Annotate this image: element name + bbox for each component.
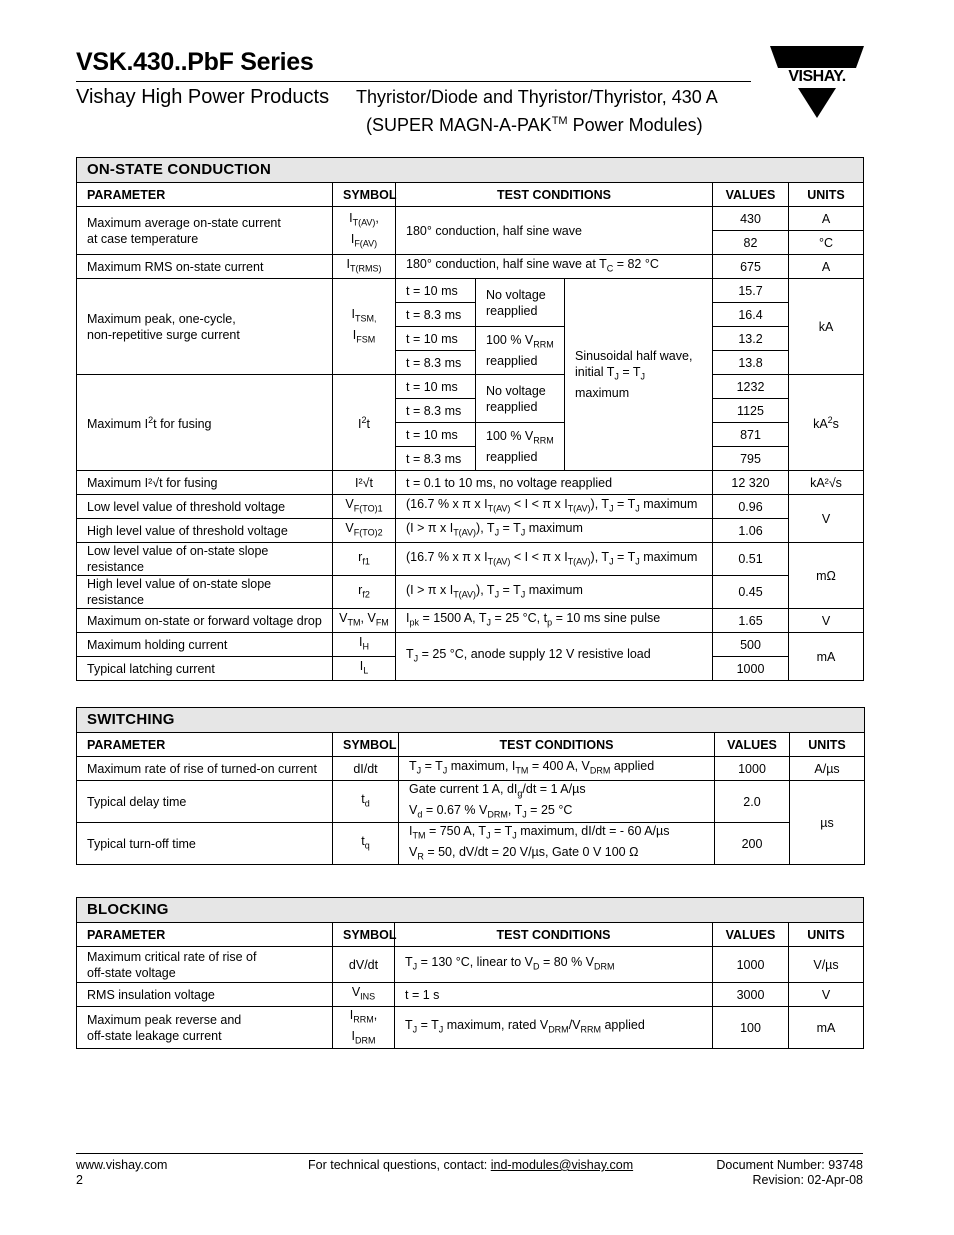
- unit-cell: V: [789, 609, 864, 633]
- unit-cell: mA: [789, 633, 864, 681]
- header-rule: [76, 81, 751, 82]
- unit-cell: µs: [790, 781, 865, 865]
- condition-cell: t = 1 s: [395, 983, 713, 1007]
- symbol-cell: $I_{TSM,}$ $I_{FSM}$: [333, 279, 396, 375]
- value-cell: 200: [715, 823, 790, 865]
- value-cell: 82: [713, 231, 789, 255]
- symbol-cell: $I_H$: [333, 633, 396, 657]
- param-cell: Low level value of on-state slope resistance: [77, 543, 333, 576]
- param-cell: Maximum critical rate of rise of off-state voltage: [77, 947, 333, 983]
- time-cell: t = 8.3 ms: [396, 303, 476, 327]
- value-cell: 1.65: [713, 609, 789, 633]
- value-cell: 12 320: [713, 471, 789, 495]
- param-cell: Typical latching current: [77, 657, 333, 681]
- condition-cell: $I_{pk} = 1500$ A, $T_J = 25$ °C, $t_p = 10$ ms sine pulse: [396, 609, 713, 633]
- value-cell: 675: [713, 255, 789, 279]
- symbol-cell: $V_{F(TO)1}$: [333, 495, 396, 519]
- param-cell: High level value of on-state slope resistance: [77, 576, 333, 609]
- document-number: Document Number: 93748: [716, 1158, 863, 1172]
- blocking-table: [76, 897, 864, 1049]
- condition-cell: No voltage reapplied: [476, 375, 565, 423]
- product-description: [356, 85, 718, 137]
- param-cell: Low level value of threshold voltage: [77, 495, 333, 519]
- page-number: 2: [76, 1173, 83, 1187]
- col-parameter: PARAMETER: [77, 183, 333, 207]
- time-cell: t = 10 ms: [396, 375, 476, 399]
- value-cell: 1000: [715, 757, 790, 781]
- time-cell: t = 8.3 ms: [396, 447, 476, 471]
- revision: Revision: 02-Apr-08: [752, 1173, 863, 1187]
- param-cell: Maximum peak, one-cycle, non-repetitive surge current: [77, 279, 333, 375]
- unit-cell: °C: [789, 231, 864, 255]
- value-cell: 0.45: [713, 576, 789, 609]
- value-cell: 13.8: [713, 351, 789, 375]
- param-cell: Maximum on-state or forward voltage drop: [77, 609, 333, 633]
- param-cell: Maximum peak reverse and off-state leakage current: [77, 1007, 333, 1049]
- value-cell: 871: [713, 423, 789, 447]
- footer-left: [76, 1158, 167, 1188]
- email-link[interactable]: ind-modules@vishay.com: [490, 1158, 634, 1172]
- website-link[interactable]: www.vishay.com: [76, 1158, 168, 1172]
- value-cell: 1232: [713, 375, 789, 399]
- col-values: VALUES: [713, 183, 789, 207]
- footer-contact: For technical questions, contact: ind-modules@vishay.com: [308, 1158, 634, 1172]
- condition-cell: $T_J = T_J$ maximum, $I_{TM} = 400$ A, $V_{DRM}$ applied: [399, 757, 715, 781]
- param-cell: Maximum holding current: [77, 633, 333, 657]
- value-cell: 430: [713, 207, 789, 231]
- param-cell: Maximum RMS on-state current: [77, 255, 333, 279]
- value-cell: 1.06: [713, 519, 789, 543]
- col-test-conditions: TEST CONDITIONS: [396, 183, 713, 207]
- param-cell: High level value of threshold voltage: [77, 519, 333, 543]
- product-line-1: Thyristor/Diode and Thyristor/Thyristor, 430 A: [356, 87, 718, 107]
- unit-cell: kA²√s: [789, 471, 864, 495]
- condition-cell: $T_J = 25$ °C, anode supply 12 V resistive load: [396, 633, 713, 681]
- symbol-cell: $r_{f1}$: [333, 543, 396, 576]
- symbol-cell: $I_L$: [333, 657, 396, 681]
- condition-cell: (I > π x $I_{T(AV)}$), $T_J = T_J$ maximum: [396, 576, 713, 609]
- value-cell: 100: [713, 1007, 789, 1049]
- condition-cell: (16.7 % x π x $I_{T(AV)} < I < \pi$ x $I_{T(AV)}$), $T_J = T_J$ maximum: [396, 495, 713, 519]
- col-units: UNITS: [789, 183, 864, 207]
- value-cell: 15.7: [713, 279, 789, 303]
- time-cell: t = 8.3 ms: [396, 351, 476, 375]
- param-cell: Typical delay time: [77, 781, 333, 823]
- footer-right: [716, 1158, 863, 1188]
- col-values: VALUES: [713, 923, 789, 947]
- symbol-cell: $V_{INS}$: [333, 983, 395, 1007]
- condition-cell: No voltage reapplied: [476, 279, 565, 327]
- col-symbol: SYMBOL: [333, 923, 395, 947]
- condition-cell: (I > π x $I_{T(AV)}$), $T_J = T_J$ maximum: [396, 519, 713, 543]
- col-parameter: PARAMETER: [77, 923, 333, 947]
- condition-cell: $I_{TM} = 750$ A, $T_J = T_J$ maximum, dI/dt = - 60 A/µs $V_R = 50$, dV/dt = 20 V/µs, Gate 0 V 100 Ω: [399, 823, 715, 865]
- col-values: VALUES: [715, 733, 790, 757]
- value-cell: 13.2: [713, 327, 789, 351]
- unit-cell: V: [789, 983, 864, 1007]
- symbol-cell: $r_{f2}$: [333, 576, 396, 609]
- unit-cell: kA: [789, 279, 864, 375]
- col-test-conditions: TEST CONDITIONS: [399, 733, 715, 757]
- col-test-conditions: TEST CONDITIONS: [395, 923, 713, 947]
- unit-cell: mΩ: [789, 543, 864, 609]
- symbol-cell: $V_{TM}$, $V_{FM}$: [333, 609, 396, 633]
- symbol-cell: $V_{F(TO)2}$: [333, 519, 396, 543]
- value-cell: 1000: [713, 657, 789, 681]
- unit-cell: A: [789, 207, 864, 231]
- col-units: UNITS: [789, 923, 864, 947]
- time-cell: t = 10 ms: [396, 279, 476, 303]
- param-cell: Maximum I²√t for fusing: [77, 471, 333, 495]
- symbol-cell: $I^2t$: [333, 375, 396, 471]
- condition-cell: t = 0.1 to 10 ms, no voltage reapplied: [396, 471, 713, 495]
- value-cell: 795: [713, 447, 789, 471]
- value-cell: 0.51: [713, 543, 789, 576]
- value-cell: 1125: [713, 399, 789, 423]
- value-cell: 1000: [713, 947, 789, 983]
- value-cell: 0.96: [713, 495, 789, 519]
- col-symbol: SYMBOL: [333, 733, 399, 757]
- condition-cell: $T_J = T_J$ maximum, rated $V_{DRM}/V_{RRM}$ applied: [395, 1007, 713, 1049]
- time-cell: t = 8.3 ms: [396, 399, 476, 423]
- unit-cell: V/µs: [789, 947, 864, 983]
- condition-cell: 180° conduction, half sine wave: [396, 207, 713, 255]
- symbol-cell: $I_{T(AV)}$, $I_{F(AV)}$: [333, 207, 396, 255]
- param-cell: Typical turn-off time: [77, 823, 333, 865]
- condition-cell: Gate current 1 A, $dI_g/dt = 1$ A/µs $V_d = 0.67$ % $V_{DRM}$, $T_J = 25$ °C: [399, 781, 715, 823]
- section-title: BLOCKING: [77, 898, 864, 923]
- unit-cell: A/µs: [790, 757, 865, 781]
- switching-table: [76, 707, 865, 865]
- unit-cell: $kA^2s$: [789, 375, 864, 471]
- value-cell: 3000: [713, 983, 789, 1007]
- time-cell: t = 10 ms: [396, 423, 476, 447]
- condition-cell: Sinusoidal half wave, initial $T_J = T_J$ maximum: [565, 279, 713, 471]
- col-units: UNITS: [790, 733, 865, 757]
- symbol-cell: $I_{T(RMS)}$: [333, 255, 396, 279]
- unit-cell: mA: [789, 1007, 864, 1049]
- value-cell: 2.0: [715, 781, 790, 823]
- col-parameter: PARAMETER: [77, 733, 333, 757]
- on-state-table: [76, 157, 864, 681]
- symbol-cell: dI/dt: [333, 757, 399, 781]
- param-cell: Maximum rate of rise of turned-on current: [77, 757, 333, 781]
- unit-cell: A: [789, 255, 864, 279]
- symbol-cell: I²√t: [333, 471, 396, 495]
- condition-cell: 180° conduction, half sine wave at $T_C = 82$ °C: [396, 255, 713, 279]
- condition-cell: 100 % $V_{RRM}$ reapplied: [476, 327, 565, 375]
- condition-cell: (16.7 % x π x $I_{T(AV)} < I < \pi$ x $I_{T(AV)}$), $T_J = T_J$ maximum: [396, 543, 713, 576]
- page-title: VSK.430..PbF Series: [76, 48, 314, 76]
- footer-rule: [76, 1153, 863, 1154]
- section-title: ON-STATE CONDUCTION: [77, 158, 864, 183]
- vishay-logo: [768, 44, 866, 120]
- symbol-cell: $t_d$: [333, 781, 399, 823]
- value-cell: 500: [713, 633, 789, 657]
- unit-cell: V: [789, 495, 864, 543]
- symbol-cell: $t_q$: [333, 823, 399, 865]
- param-cell: Maximum $I^2t$ for fusing: [77, 375, 333, 471]
- logo-text: VISHAY.: [788, 68, 846, 85]
- symbol-cell: $I_{RRM}$, $I_{DRM}$: [333, 1007, 395, 1049]
- col-symbol: SYMBOL: [333, 183, 396, 207]
- symbol-cell: dV/dt: [333, 947, 395, 983]
- page-subtitle: Vishay High Power Products: [76, 86, 330, 108]
- param-cell: Maximum average on-state current at case temperature: [77, 207, 333, 255]
- condition-cell: $T_J = 130$ °C, linear to $V_D = 80$ % $V_{DRM}$: [395, 947, 713, 983]
- product-line-2: (SUPER MAGN-A-PAK™ Power Modules): [366, 115, 703, 135]
- section-title: SWITCHING: [77, 708, 865, 733]
- value-cell: 16.4: [713, 303, 789, 327]
- param-cell: RMS insulation voltage: [77, 983, 333, 1007]
- condition-cell: 100 % $V_{RRM}$ reapplied: [476, 423, 565, 471]
- time-cell: t = 10 ms: [396, 327, 476, 351]
